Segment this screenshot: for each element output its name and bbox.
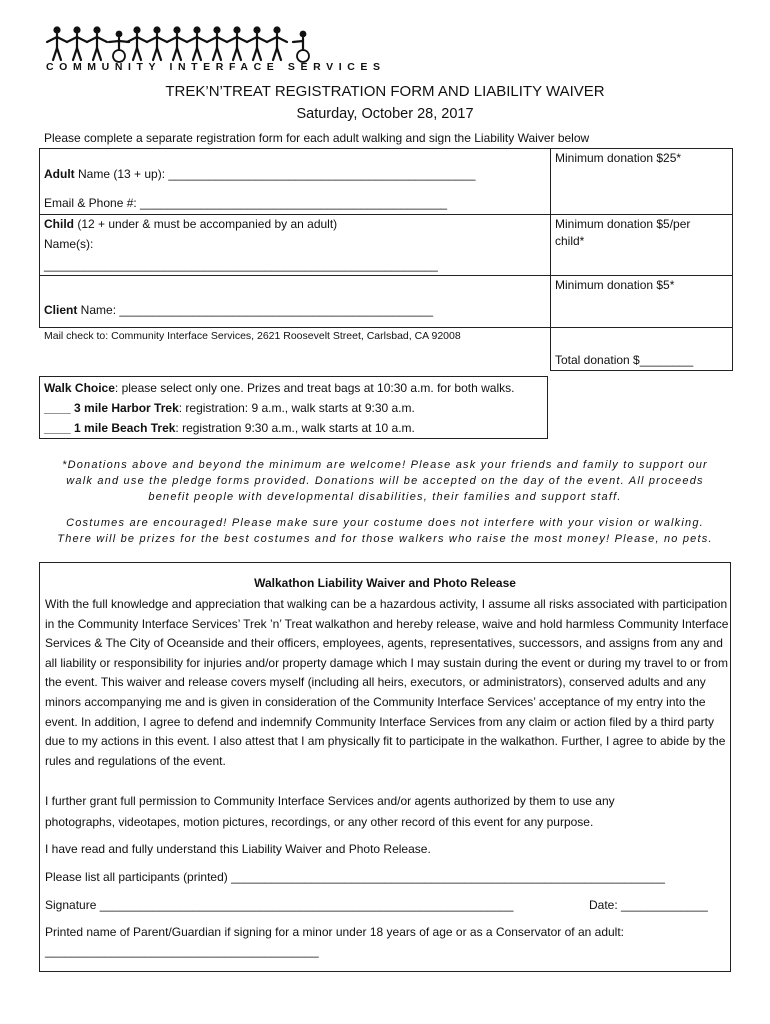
photo-release-line-1: I further grant full permission to Community Interface Services and/or agents authorized by them to use any: [45, 794, 615, 808]
instructions: Please complete a separate registration form for each adult walking and sign the Liability Waiver below: [44, 131, 590, 145]
org-name: COMMUNITY INTERFACE SERVICES: [46, 61, 386, 73]
client-min-donation: Minimum donation $5*: [555, 278, 675, 292]
beach-trek-times: : registration 9:30 a.m., walk starts at 10 a.m.: [175, 421, 415, 435]
child-min-donation-1: Minimum donation $5/per: [555, 217, 691, 231]
adult-label: Adult: [44, 167, 75, 181]
child-note: (12 + under & must be accompanied by an adult): [74, 217, 338, 231]
child-info: [44, 217, 337, 231]
child-label: Child: [44, 217, 74, 231]
donations-note: [40, 457, 730, 505]
harbor-trek-option[interactable]: [44, 401, 415, 415]
client-section: [39, 275, 551, 328]
date-field[interactable]: Date: _____________: [589, 898, 708, 912]
adult-min-donation: Minimum donation $25*: [555, 151, 682, 165]
child-names-field[interactable]: ___________________________________________________________: [44, 258, 438, 272]
mail-check-address: Mail check to: Community Interface Services, 2621 Roosevelt Street, Carlsbad, CA 92008: [44, 330, 461, 342]
total-donation-field[interactable]: Total donation $________: [555, 353, 694, 367]
adult-name-line: Name (13 + up): ______________________________________________: [74, 167, 476, 181]
walk-choice-note: : please select only one. Prizes and treat bags at 10:30 a.m. for both walks.: [114, 381, 515, 395]
costumes-note-line-2: There will be prizes for the best costumes and for those walkers who raise the most money! Please, no pets.: [57, 533, 713, 545]
event-date: Saturday, October 28, 2017: [296, 106, 474, 122]
walk-choice-label: Walk Choice: [44, 381, 115, 395]
costumes-note: [40, 515, 730, 547]
guardian-name-field[interactable]: _________________________________________: [45, 944, 319, 958]
participants-field[interactable]: Please list all participants (printed) _________________________________________________________________: [45, 870, 665, 884]
logo-people-chain: [45, 24, 320, 64]
liability-waiver-box: [39, 562, 731, 972]
adult-name-field[interactable]: [44, 167, 475, 181]
child-min-donation-2: child*: [555, 234, 585, 248]
walk-choice-heading: [44, 381, 514, 395]
client-name-line: Name: _______________________________________________: [77, 303, 434, 317]
beach-trek-option[interactable]: [44, 421, 415, 435]
child-names-label: Name(s):: [44, 237, 94, 251]
beach-trek-label: ____ 1 mile Beach Trek: [44, 421, 176, 435]
email-phone-field[interactable]: Email & Phone #: ______________________________________________: [44, 196, 448, 210]
photo-release-line-2: photographs, videotapes, motion pictures, recordings, or any other record of this event for any purpose.: [45, 815, 594, 829]
waiver-title: Walkathon Liability Waiver and Photo Release: [254, 576, 516, 590]
donations-note-line-3: benefit people with developmental disabilities, their families and support staff.: [148, 491, 622, 503]
understand-statement: I have read and fully understand this Liability Waiver and Photo Release.: [45, 842, 431, 856]
client-label: Client: [44, 303, 78, 317]
form-title: TREK’N’TREAT REGISTRATION FORM AND LIABILITY WAIVER: [165, 83, 605, 100]
waiver-body: With the full knowledge and appreciation that walking can be a hazardous activity, I assume all risks associated with participation in the Community Interface Services’ Trek ’n’ Treat walkathon and hereby release, waive and hold harmless Community Interface Services & The City of Oceanside and their officers, employees, agents, representatives, successors, and assigns from any and all liability or responsibility for injuries and/or property damage which I may sustain during the event or during my travel to or from the event. This waiver and release covers myself (including all heirs, executors, or administrators), conserved adults and any minors accompanying me and is given in consideration of the Community Interface Services’ acceptance of my entry into the event. In addition, I agree to defend and indemnify Community Interface Services from any claim or action filed by a third party due to my actions in this event. I also attest that I am physically fit to participate in the walkathon. Further, I agree to abide by the rules and regulations of the event.: [45, 597, 729, 768]
donations-note-line-2: walk and use the pledge forms provided. Donations will be accepted on the day of the event. All proceeds: [66, 475, 704, 487]
signature-field[interactable]: Signature ______________________________________________________________: [45, 898, 514, 912]
costumes-note-line-1: Costumes are encouraged! Please make sure your costume does not interfere with your vision or walking.: [66, 517, 704, 529]
client-name-field[interactable]: [44, 303, 433, 317]
donations-note-line-1: *Donations above and beyond the minimum are welcome! Please ask your friends and family to support our: [62, 459, 708, 471]
guardian-label: Printed name of Parent/Guardian if signing for a minor under 18 years of age or as a Conservator of an adult:: [45, 925, 624, 939]
harbor-trek-times: : registration: 9 a.m., walk starts at 9:30 a.m.: [178, 401, 415, 415]
harbor-trek-label: ____ 3 mile Harbor Trek: [44, 401, 179, 415]
